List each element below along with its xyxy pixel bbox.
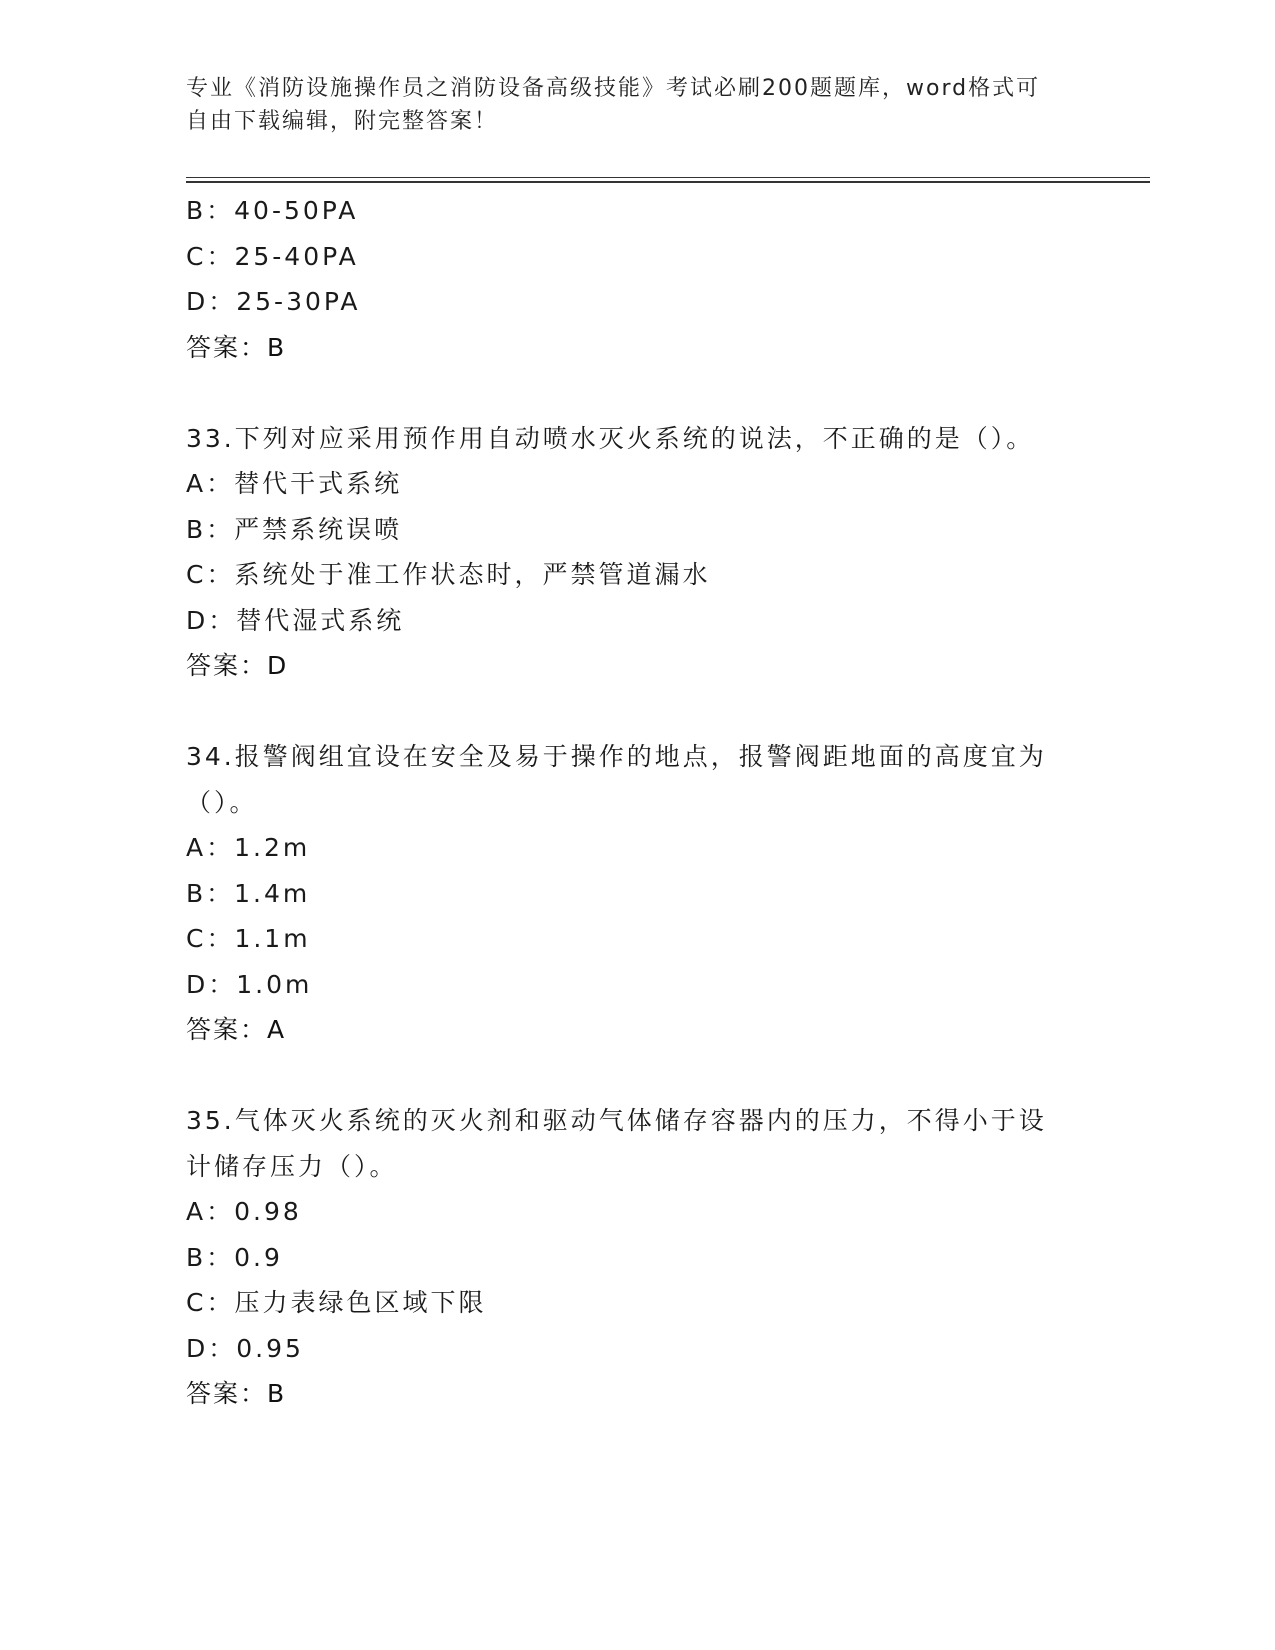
question-text-line-2: （）。 (186, 787, 258, 817)
question-text-line-1: 34.报警阀组宜设在安全及易于操作的地点，报警阀距地面的高度宜为 (186, 742, 1047, 771)
document-header (186, 72, 1066, 138)
answer-line: 答案：B (186, 1379, 287, 1408)
answer-line: 答案：D (186, 651, 289, 680)
header-line-1: 专业《消防设施操作员之消防设备高级技能》考试必刷200题题库，word格式可 (186, 76, 1041, 101)
question-34 (186, 734, 1086, 1053)
option-d: D：0.95 (186, 1333, 304, 1363)
option-b: B：严禁系统误喷 (186, 514, 403, 544)
question-35 (186, 1098, 1086, 1417)
question-32-continuation (186, 188, 1086, 370)
option-c: C：1.1m (186, 924, 311, 953)
option-d: D：替代湿式系统 (186, 605, 405, 635)
answer-line: 答案：A (186, 1015, 287, 1044)
answer-line: 答案：B (186, 332, 287, 362)
header-line-2: 自由下载编辑，附完整答案！ (186, 109, 499, 134)
option-d: D：1.0m (186, 969, 313, 999)
option-a: A：1.2m (186, 833, 311, 862)
spacer (186, 370, 1086, 416)
option-d: D：25-30PA (186, 287, 361, 316)
option-a: A：0.98 (186, 1197, 302, 1226)
question-list (186, 188, 1086, 1417)
spacer (186, 689, 1086, 735)
question-text: 33.下列对应采用预作用自动喷水灭火系统的说法，不正确的是（）。 (186, 423, 1035, 453)
option-a: A：替代干式系统 (186, 469, 403, 498)
spacer (186, 1053, 1086, 1099)
header-divider-thick (186, 181, 1150, 183)
option-b: B：40-50PA (186, 196, 359, 225)
header-divider-thin (186, 177, 1150, 178)
question-text-line-1: 35.气体灭火系统的灭火剂和驱动气体储存容器内的压力，不得小于设 (186, 1106, 1047, 1135)
option-c: C：压力表绿色区域下限 (186, 1288, 487, 1317)
option-c: C：系统处于准工作状态时，严禁管道漏水 (186, 560, 711, 589)
question-33 (186, 416, 1086, 689)
option-c: C：25-40PA (186, 241, 359, 271)
option-b: B：1.4m (186, 878, 311, 908)
option-b: B：0.9 (186, 1242, 283, 1272)
question-text-line-2: 计储存压力（）。 (186, 1151, 398, 1181)
